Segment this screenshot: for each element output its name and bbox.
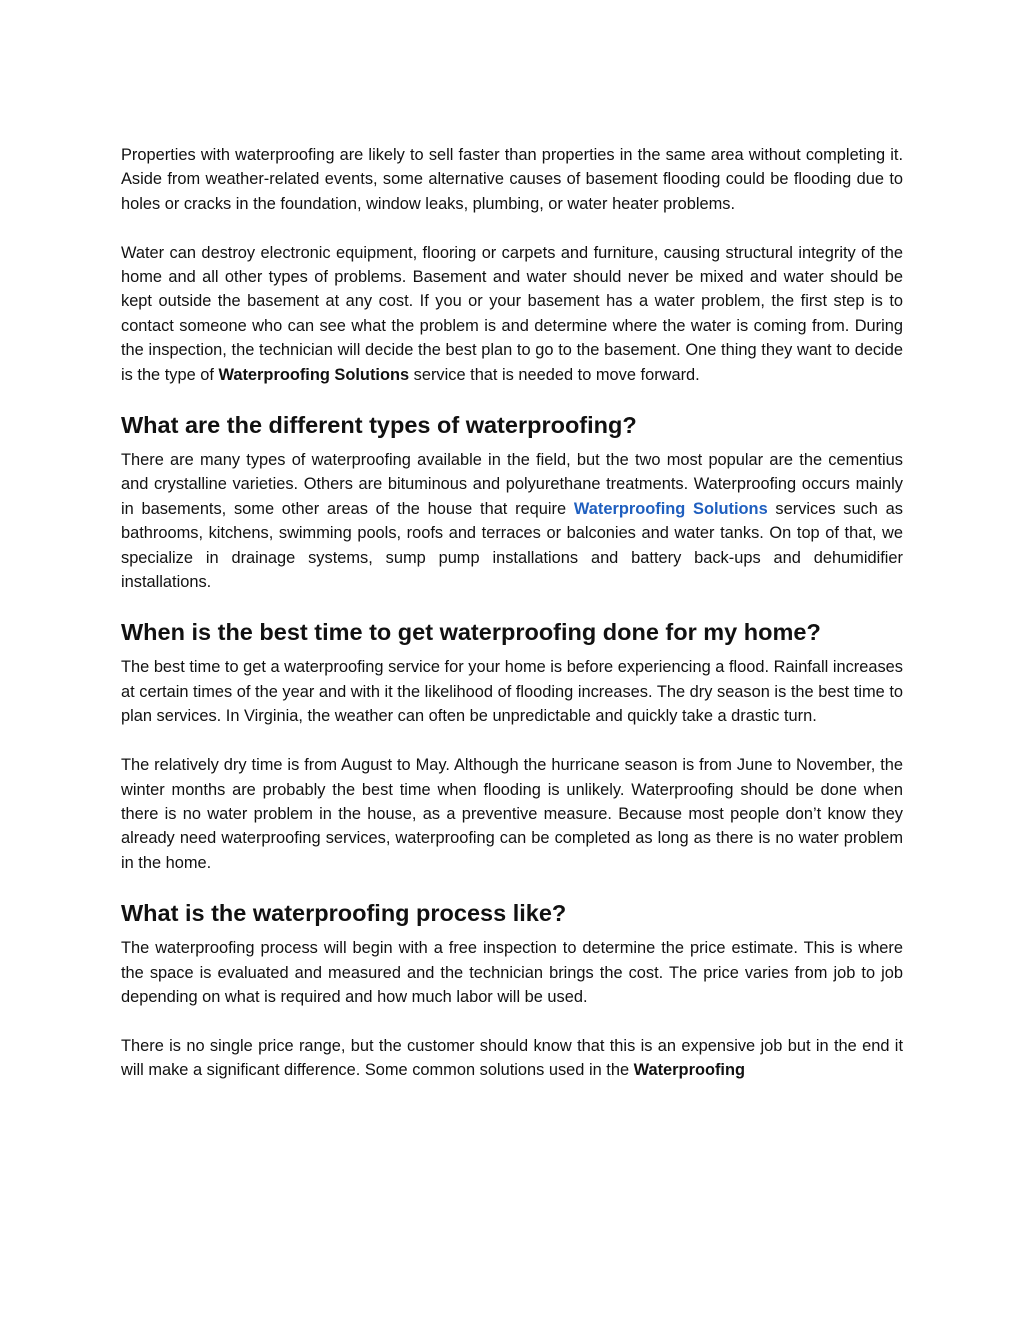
paragraph-text: services such as bathrooms, kitchens, swimming pools, roofs and terraces or balconies and water tanks. On top of that, we specialize in drainage systems, sump pump installations and battery back-ups and dehumidifier installations. <box>121 499 903 592</box>
intro-paragraph-2 <box>121 241 903 387</box>
document-page <box>121 143 903 1083</box>
bold-keyword: Waterproofing <box>633 1061 746 1080</box>
waterproofing-solutions-link[interactable]: Waterproofing Solutions <box>573 499 768 518</box>
best-time-paragraph-2: The relatively dry time is from August to May. Although the hurricane season is from June to November, the winter months are probably the best time when flooding is unlikely. Waterproofing should be done when there is no water problem in the house, as a preventive measure. Because most people don’t know they already need waterproofing services, waterproofing can be completed as long as there is no water problem in the home. <box>121 756 903 872</box>
heading-process: What is the waterproofing process like? <box>121 900 567 927</box>
heading-types-of-waterproofing: What are the different types of waterproofing? <box>121 412 637 439</box>
process-paragraph-2 <box>121 1034 903 1083</box>
heading-best-time: When is the best time to get waterproofing done for my home? <box>121 619 821 646</box>
paragraph-text: Water can destroy electronic equipment, flooring or carpets and furniture, causing structural integrity of the home and all other types of problems. Basement and water should never be mixed and water should be kept outside the basement at any cost. If you or your basement has a water problem, the first step is to contact someone who can see what the problem is and determine where the water is coming from. During the inspection, the technician will decide the best plan to go to the basement. One thing they want to decide is the type of <box>121 243 903 384</box>
paragraph-text: There is no single price range, but the customer should know that this is an expensive job but in the end it will make a significant difference. Some common solutions used in the <box>121 1036 903 1080</box>
paragraph-text: There are many types of waterproofing available in the field, but the two most popular are the cementius and crystalline varieties. Others are bituminous and polyurethane treatments. Waterproofing occurs mainly in basements, some other areas of the house that require <box>121 451 903 518</box>
intro-paragraph-1: Properties with waterproofing are likely to sell faster than properties in the same area without completing it. Aside from weather-related events, some alternative causes of basement flooding could be flooding due to holes or cracks in the foundation, window leaks, plumbing, or water heater problems. <box>121 146 903 213</box>
best-time-paragraph-1: The best time to get a waterproofing service for your home is before experiencing a flood. Rainfall increases at certain times of the year and with it the likelihood of flooding increases. The dry season is the best time to plan services. In Virginia, the weather can often be unpredictable and quickly take a drastic turn. <box>121 658 903 726</box>
paragraph-text: service that is needed to move forward. <box>409 365 700 384</box>
bold-keyword: Waterproofing Solutions <box>218 365 410 384</box>
types-paragraph <box>121 448 903 594</box>
process-paragraph-1: The waterproofing process will begin with a free inspection to determine the price estimate. This is where the space is evaluated and measured and the technician brings the cost. The price varies from job to job depending on what is required and how much labor will be used. <box>121 939 903 1006</box>
